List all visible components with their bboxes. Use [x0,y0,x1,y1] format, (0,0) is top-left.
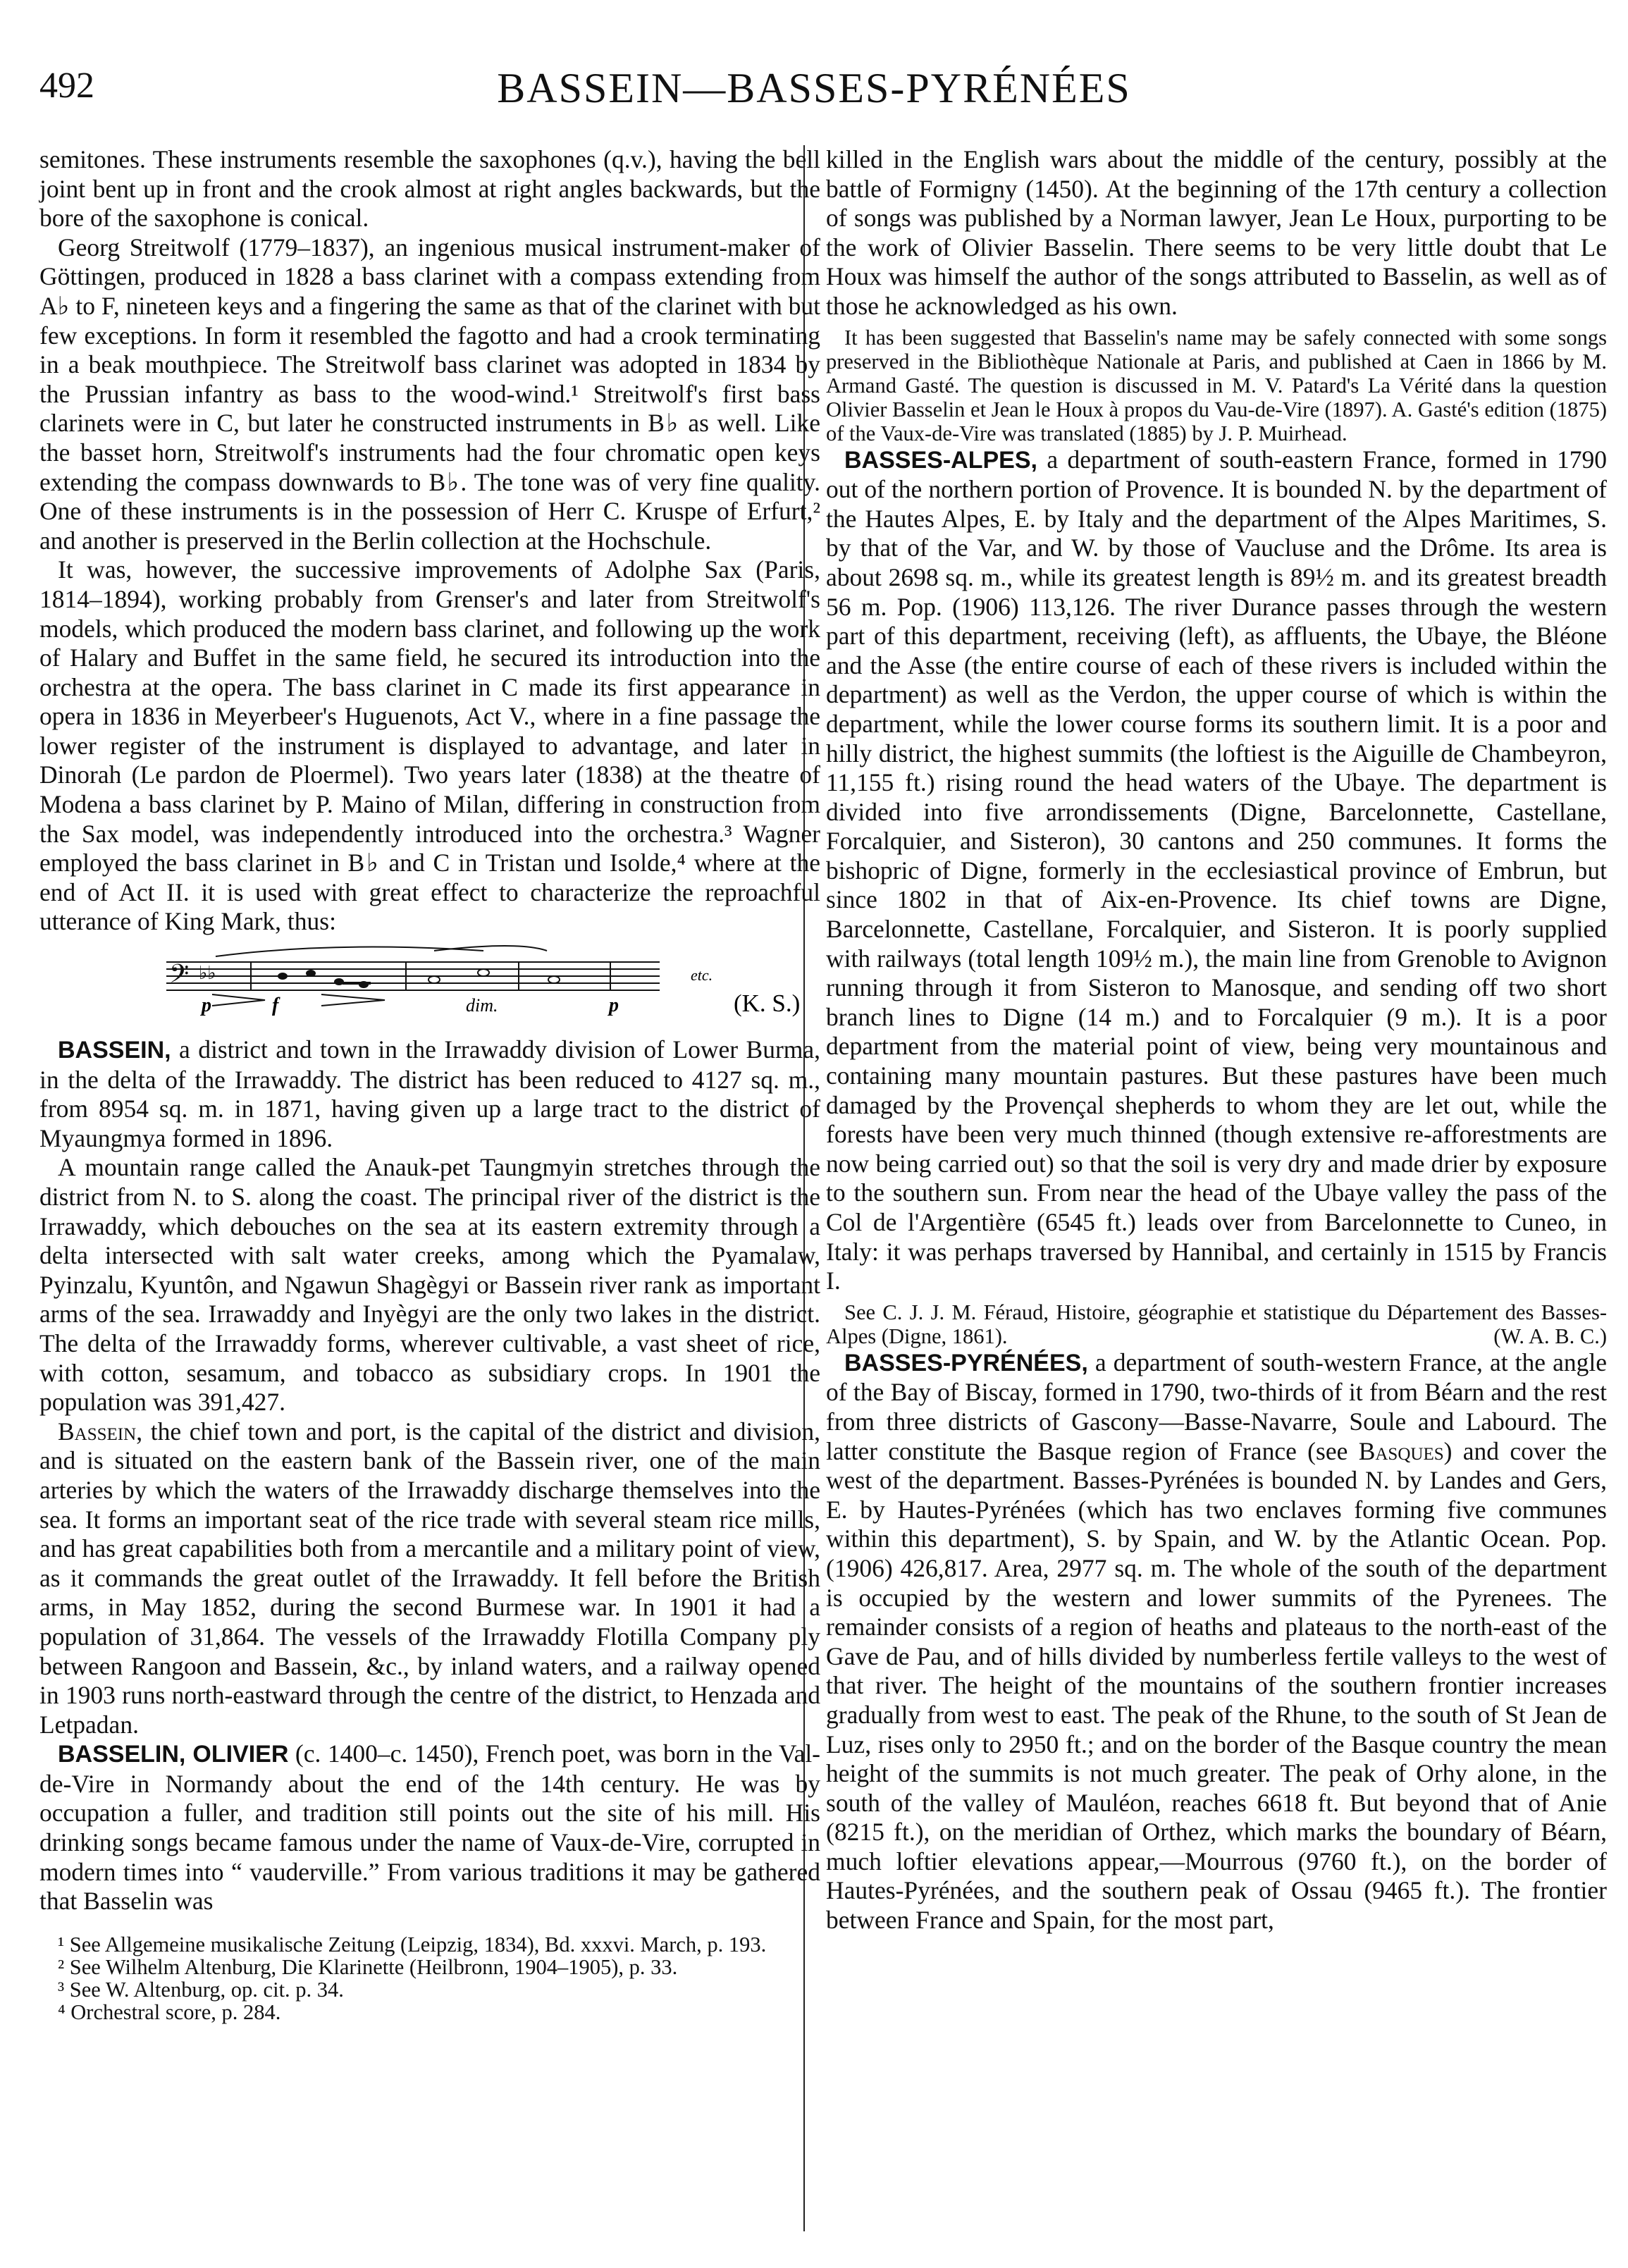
right-column [826,145,1607,1935]
headword-bassein: BASSEIN, [58,1037,171,1064]
headword-basses-alpes: BASSES-ALPES, [844,446,1037,474]
paragraph: It was, however, the successive improvements of Adolphe Sax (Paris, 1814–1894), working probably from Grenser's and later from Streitwolf's models, which produced the modern bass clarinet, and following up the work of Halary and Buffet in the same field, he secured its introduction into the orchestra at the opera. The bass clarinet in C made its first appearance in opera in 1836 in Meyerbeer's Huguenots, Act V., where in a fine passage the lower register of the instrument is displayed to advantage, and later in Dinorah (Le pardon de Ploermel). Two years later (1838) at the theatre of Modena a bass clarinet by P. Maino of Milan, differing in construction from the Sax model, was independently introduced into the orchestra.³ Wagner employed the bass clarinet in B♭ and C in Tristan und Isolde,⁴ where at the end of Act II. it is used with great effect to characterize the reproachful utterance of King Mark, thus: [39,555,820,936]
etc-label: etc. [691,966,713,985]
paragraph: Georg Streitwolf (1779–1837), an ingenious musical instrument-maker of Göttingen, produced in 1828 a bass clarinet with a compass extending from A♭ to F, nineteen keys and a fingering the same as that of the clarinet with but few exceptions. In form it resembled the fagotto and had a crook terminating in a beak mouthpiece. The Streitwolf bass clarinet was adopted in 1834 by the Prussian infantry as bass to the wood-wind.¹ Streitwolf's first bass clarinets were in C, but later he constructed instruments in B♭ as well. Like the basset horn, Streitwolf's instruments had the four chromatic open keys extending the compass downwards to B♭. The tone was of very fine quality. One of these instruments is in the possession of Herr C. Kruspe of Erfurt,² and another is preserved in the Berlin collection at the Hochschule. [39,233,820,555]
headword-basselin: BASSELIN, OLIVIER [58,1741,289,1768]
staff-graphic [39,941,820,1033]
paragraph: A mountain range called the Anauk-pet Taungmyin stretches through the district from N. to S. along the coast. The principal river of the district is the Irrawaddy, which debouches on the sea at its eastern extremity through a delta intersected with salt water creeks, among which the Pyamalaw, Pyinzalu, Kyuntôn, and Ngawun Shagègyi or Bassein river rank as important arms of the sea. Irrawaddy and Inyègyi are the only two lakes in the district. The delta of the Irrawaddy forms, wherever cultivable, a vast sheet of rice, with cotton, sesamum, and tobacco as subsidiary crops. In 1901 the population was 391,427. [39,1153,820,1417]
signature: (K. S.) [734,990,801,1018]
page-header [0,0,1628,111]
left-column [39,145,820,2023]
town-name: Bassein, [58,1417,143,1446]
footnote: ⁴ Orchestral score, p. 284. [58,1999,281,2024]
footnote: ² See Wilhelm Altenburg, Die Klarinette (Heilbronn, 1904–1905), p. 33. [58,1954,678,1979]
cross-reference: Basques [1358,1436,1444,1465]
paragraph: a district and town in the Irrawaddy division of Lower Burma, in the delta of the Irrawaddy. The district has been reduced to 4127 sq. m., from 8954 sq. m. in 1871, having given up a large tract to the district of Myaungmya formed in 1896. [39,1035,821,1152]
svg-text:♭♭: ♭♭ [199,963,216,985]
paragraph: killed in the English wars about the middle of the century, possibly at the battle of Formigny (1450). At the beginning of the 17th century a collection of songs was published by a Norman lawyer, Jean Le Houx, purporting to be the work of Olivier Basselin. There seems to be very little doubt that Le Houx was himself the author of the songs attributed to Basselin, as well as of those he acknowledged as his own. [826,145,1607,320]
svg-text:𝄢: 𝄢 [169,959,190,996]
signature: (W. A. B. C.) [1493,1324,1607,1348]
dynamic-p: p [202,994,211,1017]
page-number: 492 [39,66,94,106]
dynamic-dim: dim. [466,995,498,1016]
dynamic-f: f [272,994,279,1017]
paragraph: semitones. These instruments resemble the saxophones (q.v.), having the bell joint bent up in front and the crook almost at right angles backwards, but the bore of the saxophone is conical. [39,145,820,233]
paragraph: a department of south-eastern France, formed in 1790 out of the northern portion of Provence. It is bounded N. by the department of the Hautes Alpes, E. by Italy and the department of the Alpes Maritimes, S. by that of the Var, and W. by those of Vaucluse and the Drôme. Its area is about 2698 sq. m., while its greatest length is 89½ m. and its greatest breadth 56 m. Pop. (1906) 113,126. The river Durance passes through the western part of this department, receiving (left), as affluents, the Ubaye, the Bléone and the Asse (the entire course of each of these rivers is included within the department) as well as the Verdon, the upper course of which is within the department, while the lower course forms its southern limit. It is a poor and hilly district, the highest summits (the loftiest is the Aiguille de Chambeyron, 11,155 ft.) rising round the head waters of the Ubaye. The department is divided into five arrondissements (Digne, Barcelonnette, Castellane, Forcalquier, and Sisteron), 30 cantons and 250 communes. It forms the bishopric of Digne, formerly in the ecclesiastical province of Embrun, but since 1802 in that of Aix-en-Provence. Its chief towns are Digne, Barcelonnette, Castellane, Forcalquier, and Sisteron. It is poorly supplied with railways (total length 109½ m.), the main line from Grenoble to Avignon running through it from Sisteron to Manosque, and sending off two short branch lines to Digne (14 m.) and to Forcalquier (9 m.). It is a poor department from the material point of view, being very mountainous and containing many mountain pastures. But these pastures have been much damaged by the Provençal shepherds to whom they are let out, while the forests have been very much thinned (though extensive re-afforestments are now being carried out) so that the soil is very dry and made drier by exposure to the southern sun. From near the head of the Ubaye valley the pass of the Col de l'Argentière (6545 ft.) leads over from Barcelonnette to Cuneo, in Italy: it was perhaps traversed by Hannibal, and certainly in 1515 by Francis I. [826,445,1607,1295]
paragraph: a department of south-western France, at the angle of the Bay of Biscay, formed in 1790, two-thirds of it from Béarn and the rest from three districts of Gascony—Basse-Navarre, Soule and Labourd. The latter constitute the Basque region of France (see [826,1348,1607,1465]
footnote: ¹ See Allgemeine musikalische Zeitung (Leipzig, 1834), Bd. xxxvi. March, p. 193. [58,1932,767,1956]
paragraph: (c. 1400–c. 1450), French poet, was born in the Val-de-Vire in Normandy about the end of the 14th century. He was by occupation a fuller, and tradition still points out the site of his mill. His drinking songs became famous under the name of Vaux-de-Vire, corrupted in modern times into “ vauderville.” From various traditions it may be gathered that Basselin was [39,1739,821,1916]
paragraph: ) and cover the west of the department. Basses-Pyrénées is bounded N. by Landes and Gers, E. by Hautes-Pyrénées (which has two enclaves forming five communes within this department), S. by Spain, and W. by the Atlantic Ocean. Pop. (1906) 426,817. Area, 2977 sq. m. The whole of the south of the department is occupied by the western and lower summits of the Pyrenees. The remainder consists of a region of heaths and plateaus to the north-east of the Gave de Pau, and of hills divided by numberless fertile valleys to the west of that river. The height of the mountains of the southern frontier increases gradually from west to east. The peak of the Rhune, to the south of St Jean de Luz, rises only to 2950 ft.; and on the border of the Basque country the mean height of the summits is not much greater. The peak of Orhy alone, in the south of the valley of Mauléon, reaches 6618 ft. But beyond that of Anie (8215 ft.), on the meridian of Orthez, which marks the boundary of Béarn, much loftier elevations appear,—Mourrous (9760 ft.), on the border of Hautes-Pyrénées, and the southern peak of Ossau (9465 ft.). The frontier between France and Spain, for the most part, [826,1436,1607,1935]
page-title: BASSEIN—BASSES-PYRÉNÉES [497,65,1131,111]
footnotes [39,1933,820,2023]
music-notation [39,941,820,1033]
paragraph: the chief town and port, is the capital of the district and division, and is situated on the eastern bank of the Bassein river, one of the main arteries by which the waters of the Irrawaddy discharge themselves into the sea. It forms an important seat of the rice trade with several steam rice mills, and has great capabilities both from a mercantile and a military point of view, as it commands the great outlet of the Irrawaddy. It fell before the British arms, in May 1852, during the second Burmese war. In 1901 it had a population of 31,864. The vessels of the Irrawaddy Flotilla Company ply between Rangoon and Bassein, &c., by inland waters, and a railway opened in 1903 runs north-eastward through the centre of the district, to Henzada and Letpadan. [39,1417,821,1739]
footnote: ³ See W. Altenburg, op. cit. p. 34. [58,1977,344,2002]
paragraph: It has been suggested that Basselin's name may be safely connected with some songs preserved in the Bibliothèque Nationale at Paris, and published at Caen in 1866 by M. Armand Gasté. The question is discussed in M. V. Patard's La Vérité dans la question Olivier Basselin et Jean le Houx à propos du Vau-de-Vire (1897). A. Gasté's edition (1875) of the Vaux-de-Vire was translated (1885) by J. P. Muirhead. [826,325,1607,445]
reference: See C. J. J. M. Féraud, Histoire, géographie et statistique du Département des Basses-Alpes (Digne, 1861). [826,1300,1607,1348]
headword-basses-pyrenees: BASSES-PYRÉNÉES, [844,1349,1088,1376]
dynamic-p2: p [609,994,619,1017]
